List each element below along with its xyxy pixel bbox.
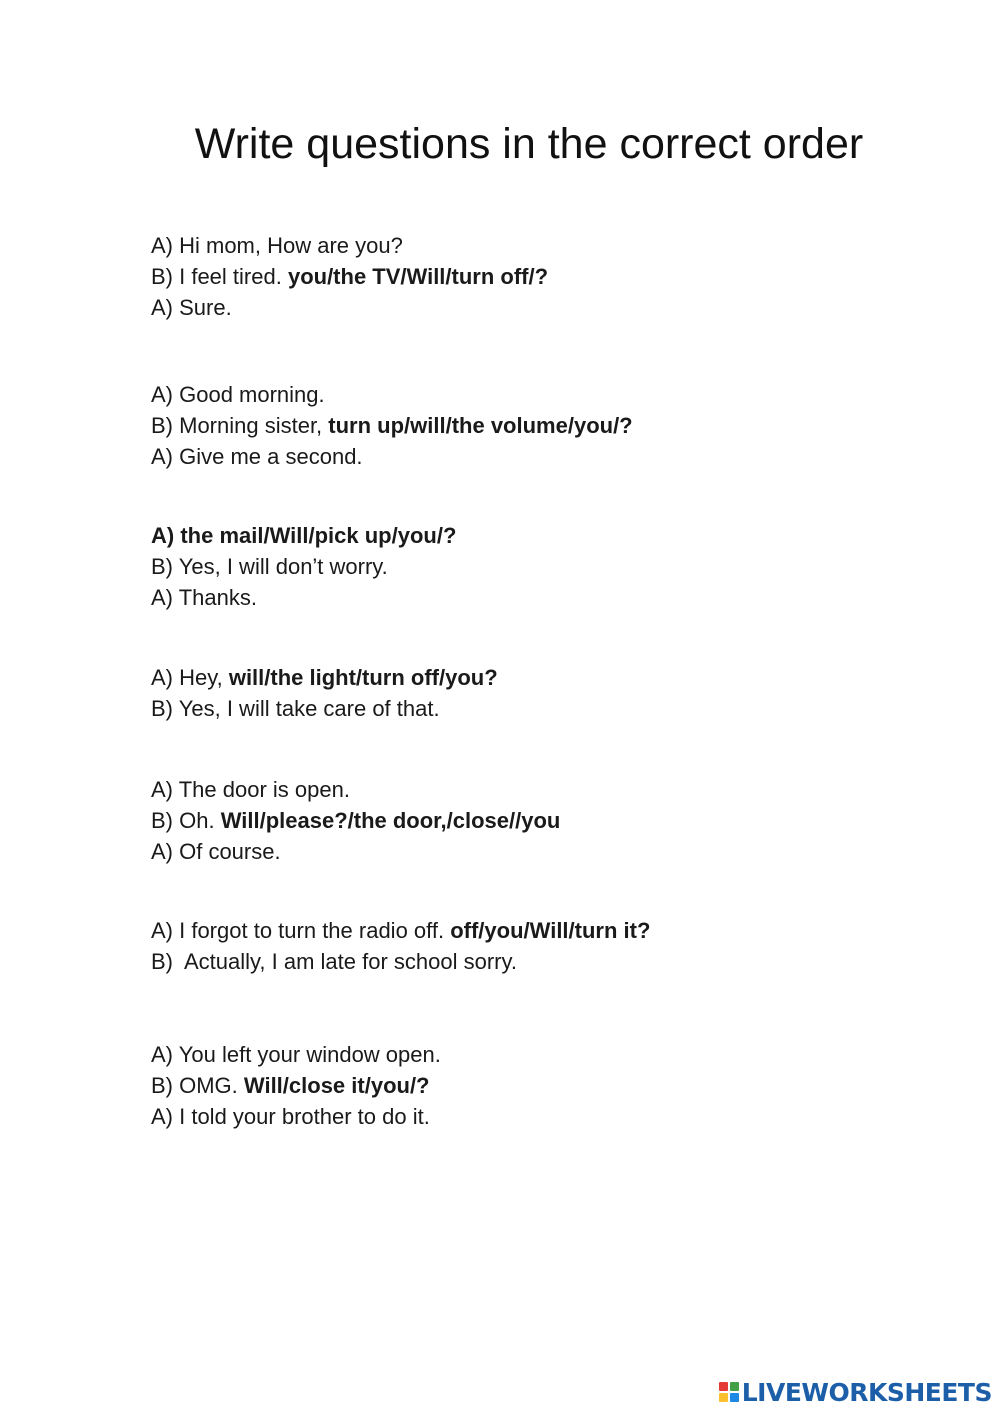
line-text: A) I forgot to turn the radio off. xyxy=(151,918,451,943)
liveworksheets-watermark[interactable] xyxy=(719,1377,992,1407)
line-text: B) Actually, I am late for school sorry. xyxy=(151,949,517,974)
dialogue-5 xyxy=(151,774,560,867)
logo-square xyxy=(730,1382,739,1391)
dialogue-line xyxy=(151,292,548,323)
dialogue-6 xyxy=(151,915,650,977)
dialogue-3 xyxy=(151,520,456,613)
logo-square xyxy=(719,1382,728,1391)
dialogue-line xyxy=(151,662,498,693)
line-text: A) Hey, xyxy=(151,665,229,690)
dialogue-2 xyxy=(151,379,633,472)
logo-square xyxy=(719,1393,728,1402)
dialogue-line xyxy=(151,261,548,292)
line-text: A) Good morning. xyxy=(151,382,325,407)
dialogue-line xyxy=(151,582,456,613)
line-text: A) I told your brother to do it. xyxy=(151,1104,430,1129)
line-text: B) Morning sister, xyxy=(151,413,329,438)
dialogue-line xyxy=(151,441,633,472)
line-text: B) Oh. xyxy=(151,808,221,833)
dialogue-line xyxy=(151,520,456,551)
page-title: Write questions in the correct order xyxy=(194,120,864,168)
dialogue-line xyxy=(151,410,633,441)
dialogue-7 xyxy=(151,1039,441,1132)
dialogue-line xyxy=(151,1070,441,1101)
line-text: B) OMG. xyxy=(151,1073,244,1098)
line-question: will/the light/turn off/you? xyxy=(228,665,498,690)
dialogue-line xyxy=(151,1101,441,1132)
line-question: off/you/Will/turn it? xyxy=(450,918,651,943)
line-text: A) The door is open. xyxy=(151,777,350,802)
logo-square xyxy=(730,1393,739,1402)
dialogue-line xyxy=(151,915,650,946)
line-text: A) Give me a second. xyxy=(151,444,363,469)
dialogue-line xyxy=(151,805,560,836)
line-text: A) You left your window open. xyxy=(151,1042,441,1067)
dialogue-line xyxy=(151,774,560,805)
line-text: A) Hi mom, How are you? xyxy=(151,233,403,258)
line-text: A) Of course. xyxy=(151,839,281,864)
dialogue-line xyxy=(151,230,548,261)
line-question: turn up/will/the volume/you/? xyxy=(328,413,633,438)
dialogue-line xyxy=(151,693,498,724)
dialogue-4 xyxy=(151,662,498,724)
line-text: A) Sure. xyxy=(151,295,232,320)
line-text: B) I feel tired. xyxy=(151,264,288,289)
line-text: B) Yes, I will take care of that. xyxy=(151,696,440,721)
line-text: A) Thanks. xyxy=(151,585,257,610)
line-text: B) Yes, I will don’t worry. xyxy=(151,554,388,579)
line-question: Will/please?/the door,/close//you xyxy=(220,808,561,833)
liveworksheets-logo-icon xyxy=(719,1382,739,1402)
dialogue-line xyxy=(151,836,560,867)
line-question: you/the TV/Will/turn off/? xyxy=(287,264,549,289)
dialogue-line xyxy=(151,1039,441,1070)
watermark-text: LIVEWORKSHEETS xyxy=(741,1377,992,1407)
dialogue-line xyxy=(151,379,633,410)
line-question: Will/close it/you/? xyxy=(243,1073,430,1098)
dialogue-line xyxy=(151,551,456,582)
dialogue-1 xyxy=(151,230,548,323)
line-question: A) the mail/Will/pick up/you/? xyxy=(151,523,457,548)
dialogue-line xyxy=(151,946,650,977)
